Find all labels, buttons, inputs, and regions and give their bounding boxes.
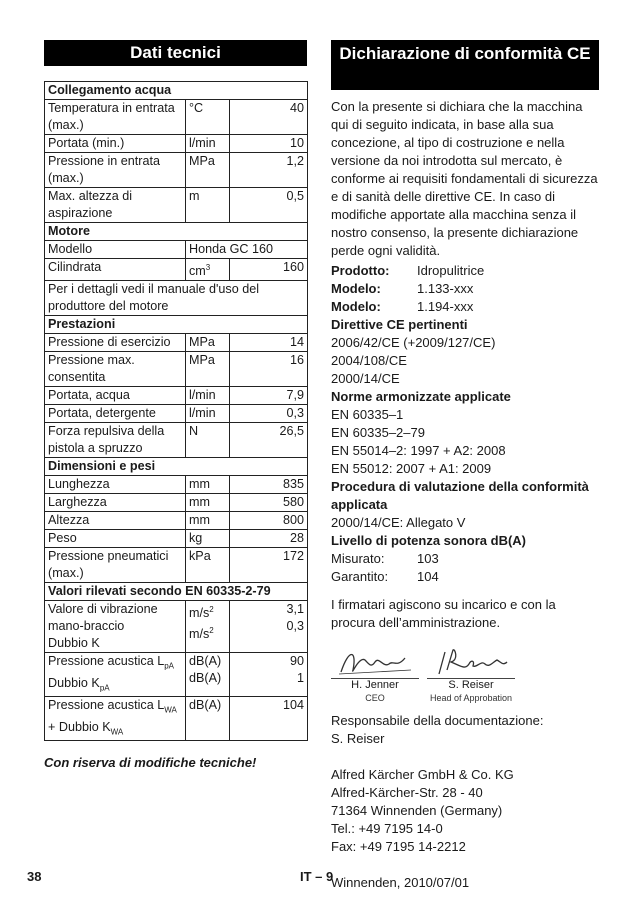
technical-data-column: [44, 40, 307, 770]
spec-value: 1,2: [230, 153, 308, 188]
spec-label: Pressione di esercizio: [45, 334, 186, 352]
spec-label: Portata, acqua: [45, 387, 186, 405]
spec-row: [45, 697, 308, 741]
spec-unit: kPa: [186, 548, 230, 583]
spec-row: [45, 153, 308, 188]
spec-label: Portata (min.): [45, 135, 186, 153]
spec-label: Portata, detergente: [45, 405, 186, 423]
spec-row: [45, 387, 308, 405]
spec-label: Modello: [45, 241, 186, 259]
page-number-right: IT – 9: [300, 869, 334, 884]
model-value: 1.194-xxx: [417, 299, 474, 314]
signer1-name: H. Jenner: [331, 678, 419, 692]
spec-unit: mm: [186, 494, 230, 512]
spec-section-row: [45, 583, 308, 601]
spec-section-title: Motore: [45, 223, 308, 241]
signature-jenner-drawing: [335, 646, 415, 678]
spec-unit: MPa: [186, 352, 230, 387]
spec-value: 160: [230, 259, 308, 281]
signature-jenner: [331, 646, 419, 705]
spec-label: Pressione pneumatici (max.): [45, 548, 186, 583]
spec-value: 40: [230, 100, 308, 135]
spec-value: 580: [230, 494, 308, 512]
spec-unit: mm: [186, 476, 230, 494]
signer2-role: Head of Approbation: [429, 693, 513, 703]
sound-power-title: Livello di potenza sonora dB(A): [331, 533, 527, 548]
conformity-heading: Dichiarazione di conformità CE: [331, 40, 599, 90]
specs-table: [44, 81, 308, 741]
spec-unit: kg: [186, 530, 230, 548]
page-number-left: 38: [27, 869, 42, 884]
declaration-details: [331, 262, 599, 586]
spec-label: Peso: [45, 530, 186, 548]
spec-section-title: Valori rilevati secondo EN 60335-2-79: [45, 583, 308, 601]
spec-unit: l/min: [186, 387, 230, 405]
spec-label: Pressione max. consentita: [45, 352, 186, 387]
spec-note: Per i dettagli vedi il manuale d'uso del produttore del motore: [45, 281, 308, 316]
spec-unit: N: [186, 423, 230, 458]
spec-row: [45, 281, 308, 316]
spec-section-title: Prestazioni: [45, 316, 308, 334]
measured-value: 103: [417, 551, 439, 566]
spec-section-row: [45, 223, 308, 241]
spec-row: [45, 512, 308, 530]
signature-area: [331, 646, 599, 706]
product-row: [331, 262, 599, 280]
spec-label: Forza repulsiva della pistola a spruzzo: [45, 423, 186, 458]
directive-item: 2004/108/CE: [331, 353, 407, 368]
company-address: [331, 766, 599, 856]
model-label: Modelo:: [331, 299, 381, 314]
spec-unit: l/min: [186, 405, 230, 423]
standard-item: EN 60335–2–79: [331, 425, 425, 440]
technical-data-heading: Dati tecnici: [44, 40, 307, 66]
product-value: Idropulitrice: [417, 263, 485, 278]
spec-label: Cilindrata: [45, 259, 186, 281]
spec-unit: MPa: [186, 334, 230, 352]
signer2-name: S. Reiser: [427, 678, 515, 692]
standard-item: EN 55014–2: 1997 + A2: 2008: [331, 443, 506, 458]
conformity-column: [331, 40, 599, 892]
company-phone: Tel.: +49 7195 14-0: [331, 821, 443, 836]
model-row: [331, 298, 599, 316]
documentation-name: S. Reiser: [331, 731, 385, 746]
spec-value: 800: [230, 512, 308, 530]
spec-unit: mm: [186, 512, 230, 530]
spec-unit: °C: [186, 100, 230, 135]
spec-label: Pressione in entrata (max.): [45, 153, 186, 188]
measured-row: [331, 550, 599, 568]
spec-value: 172: [230, 548, 308, 583]
spec-label: Lunghezza: [45, 476, 186, 494]
spec-value: 26,5: [230, 423, 308, 458]
product-label: Prodotto:: [331, 263, 390, 278]
spec-value: 835: [230, 476, 308, 494]
procedure-title: Procedura di valutazione della conformità applicata: [331, 479, 589, 512]
spec-row: [45, 188, 308, 223]
spec-value: Honda GC 160: [186, 241, 308, 259]
model-value: 1.133-xxx: [417, 281, 474, 296]
standard-item: EN 60335–1: [331, 407, 404, 422]
guaranteed-label: Garantito:: [331, 569, 389, 584]
company-street: Alfred-Kärcher-Str. 28 - 40: [331, 785, 483, 800]
spec-row: [45, 494, 308, 512]
spec-label: Altezza: [45, 512, 186, 530]
spec-row: [45, 653, 308, 697]
spec-row: [45, 100, 308, 135]
conformity-intro: Con la presente si dichiara che la macchina qui di seguito indicata, in base alla sua concezione, al tipo di costruzione e nella versione da noi introdotta sul mercato, è conforme ai requisiti fondamentali di sicurezza e di sanità delle direttive CE. In caso di modifiche apportate alla macchina senza il nostro consenso, la presente dichiarazione perde ogni validità.: [331, 99, 598, 258]
spec-section-title: Dimensioni e pesi: [45, 458, 308, 476]
procedure-value: 2000/14/CE: Allegato V: [331, 515, 466, 530]
signature-reiser-drawing: [431, 646, 511, 678]
company-name: Alfred Kärcher GmbH & Co. KG: [331, 767, 514, 782]
declaration-date: Winnenden, 2010/07/01: [331, 875, 470, 890]
spec-unit: dB(A): [186, 697, 230, 741]
signature-reiser: [427, 646, 515, 705]
spec-section-title: Collegamento acqua: [45, 82, 308, 100]
spec-row: [45, 334, 308, 352]
spec-unit: m: [186, 188, 230, 223]
spec-value: 10: [230, 135, 308, 153]
spec-value: 0,3: [230, 405, 308, 423]
spec-unit: MPa: [186, 153, 230, 188]
spec-row: [45, 259, 308, 281]
spec-row: [45, 548, 308, 583]
signers-statement: I firmatari agiscono su incarico e con la procura dell’amministrazione.: [331, 597, 556, 630]
spec-row: [45, 601, 308, 653]
spec-label: Larghezza: [45, 494, 186, 512]
spec-value: 3,1 0,3: [230, 601, 308, 653]
model-row: [331, 280, 599, 298]
spec-label: Pressione acustica $L_{WA}$ + Dubbio $K_{WA}$: [45, 697, 186, 741]
measured-label: Misurato:: [331, 551, 385, 566]
spec-section-row: [45, 316, 308, 334]
company-city: 71364 Winnenden (Germany): [331, 803, 503, 818]
spec-label: Valore di vibrazione mano-braccio Dubbio K: [45, 601, 186, 653]
guaranteed-row: [331, 568, 599, 586]
directive-item: 2000/14/CE: [331, 371, 400, 386]
company-fax: Fax: +49 7195 14-2212: [331, 839, 466, 854]
technical-changes-note: Con riserva di modifiche tecniche!: [44, 755, 257, 771]
guaranteed-value: 104: [417, 569, 439, 584]
spec-value: 104: [230, 697, 308, 741]
spec-unit: $m/s^2$ $m/s^2$: [186, 601, 230, 653]
spec-value: 16: [230, 352, 308, 387]
spec-value: 0,5: [230, 188, 308, 223]
spec-row: [45, 405, 308, 423]
spec-value: 7,9: [230, 387, 308, 405]
signer1-role: CEO: [365, 693, 385, 703]
directive-item: 2006/42/CE (+2009/127/CE): [331, 335, 496, 350]
spec-unit: $cm^3$: [186, 259, 230, 281]
spec-label: Pressione acustica $L_{pA}$ Dubbio $K_{pA}$: [45, 653, 186, 697]
spec-row: [45, 476, 308, 494]
directives-title: Direttive CE pertinenti: [331, 317, 468, 332]
spec-value: 14: [230, 334, 308, 352]
spec-row: [45, 135, 308, 153]
spec-unit: dB(A) dB(A): [186, 653, 230, 697]
documentation-title: Responsabile della documentazione:: [331, 713, 544, 728]
spec-unit: l/min: [186, 135, 230, 153]
standard-item: EN 55012: 2007 + A1: 2009: [331, 461, 492, 476]
spec-value: 28: [230, 530, 308, 548]
model-label: Modelo:: [331, 281, 381, 296]
standards-title: Norme armonizzate applicate: [331, 389, 511, 404]
documentation-responsible: [331, 712, 599, 748]
spec-section-row: [45, 458, 308, 476]
spec-row: [45, 423, 308, 458]
spec-label: Temperatura in entrata (max.): [45, 100, 186, 135]
spec-row: [45, 530, 308, 548]
spec-value: 90 1: [230, 653, 308, 697]
spec-row: [45, 352, 308, 387]
spec-section-row: [45, 82, 308, 100]
spec-label: Max. altezza di aspirazione: [45, 188, 186, 223]
spec-row: [45, 241, 308, 259]
